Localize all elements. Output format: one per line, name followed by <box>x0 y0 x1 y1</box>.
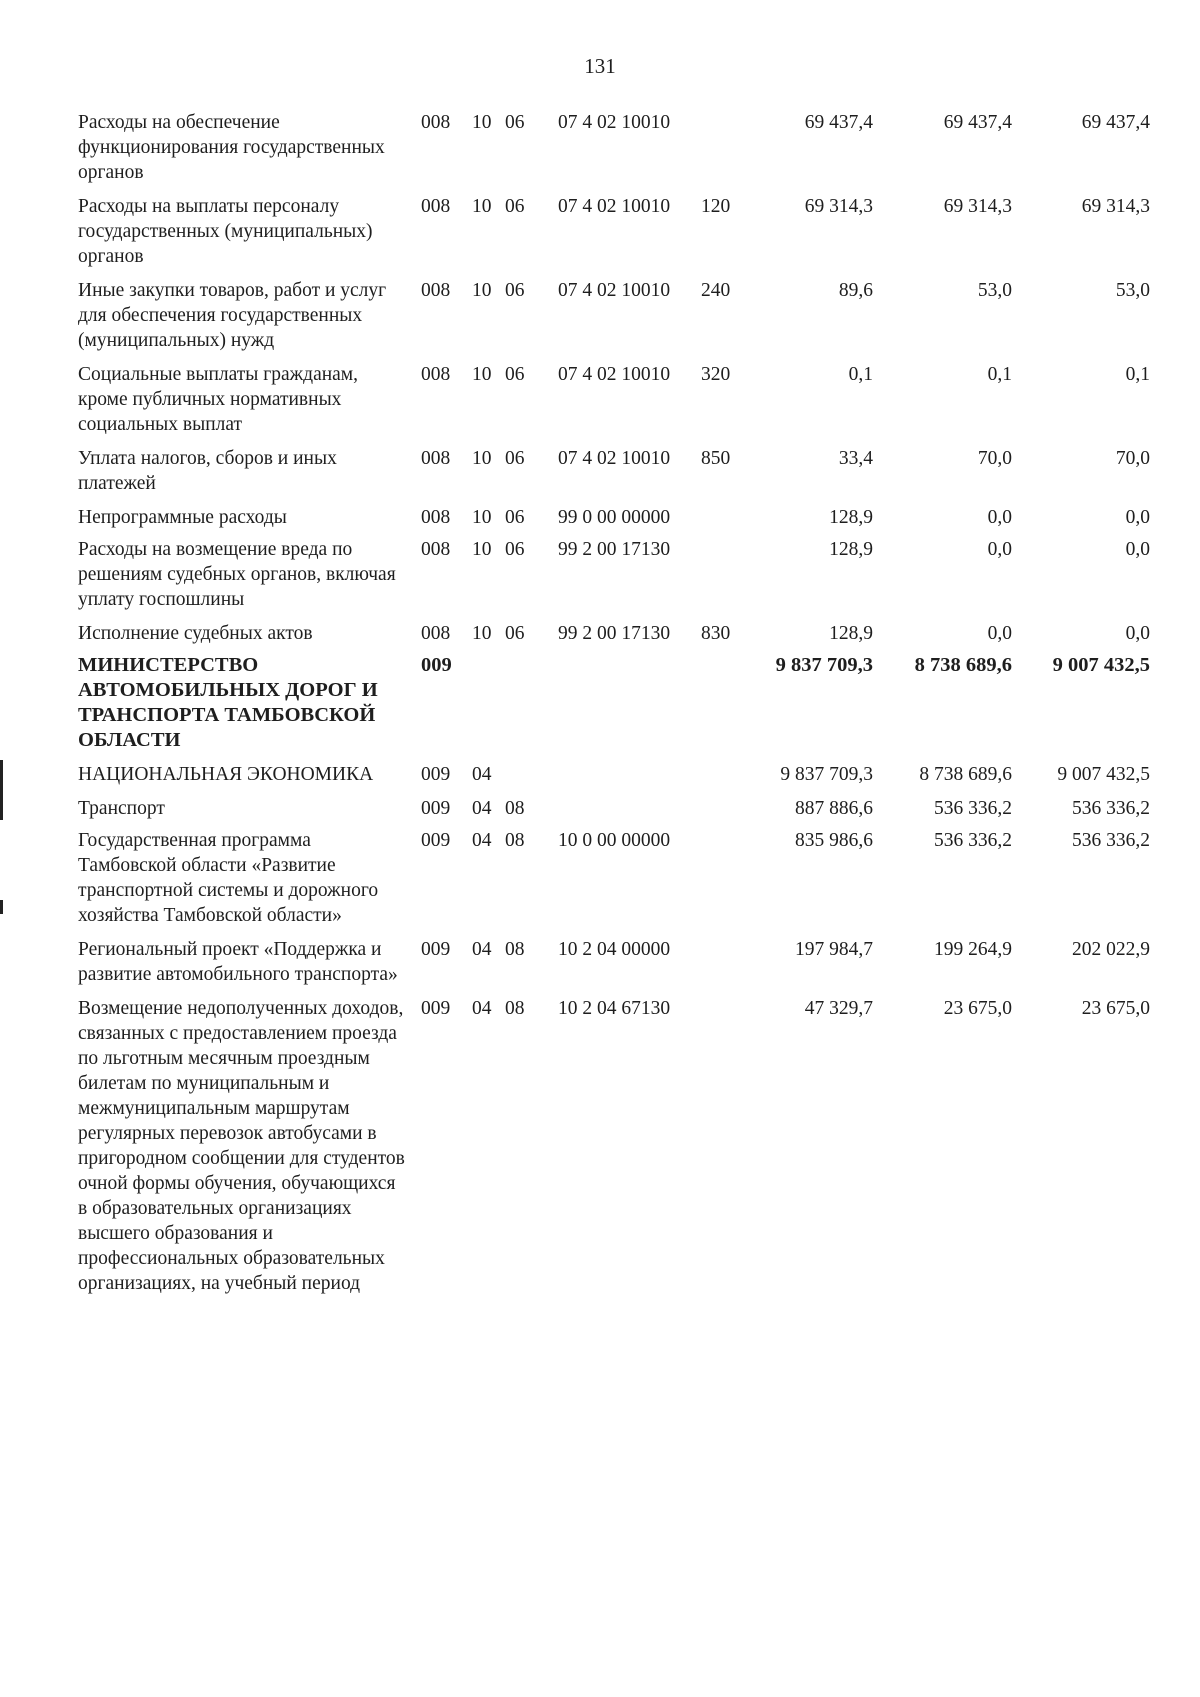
table-row <box>0 278 1200 353</box>
amount-year-3: 0,0 <box>1125 539 1150 560</box>
subsection-code: 06 <box>505 539 525 560</box>
amount-year-2: 0,1 <box>987 364 1012 385</box>
amount-year-1: 197 984,7 <box>795 939 873 960</box>
target-item-code: 10 0 00 00000 <box>558 830 671 851</box>
target-item-code: 10 2 04 00000 <box>558 939 671 960</box>
subsection-code: 06 <box>505 623 525 644</box>
row-name: Иные закупки товаров, работ и услуг для обеспечения государственных (муниципальных) нужд <box>78 280 387 351</box>
amount-year-1: 89,6 <box>838 280 873 301</box>
target-item-code: 99 2 00 17130 <box>558 623 671 644</box>
subsection-code: 06 <box>505 448 525 469</box>
section-code: 10 <box>472 364 492 385</box>
target-item-code: 07 4 02 10010 <box>558 364 671 385</box>
table-row <box>0 937 1200 987</box>
section-code: 04 <box>472 939 492 960</box>
amount-year-2: 53,0 <box>977 280 1012 301</box>
amount-year-1: 9 837 709,3 <box>780 764 873 785</box>
amount-year-2: 69 314,3 <box>943 196 1012 217</box>
admin-code: 008 <box>421 364 451 385</box>
amount-year-3: 536 336,2 <box>1072 830 1150 851</box>
table-row <box>0 110 1200 185</box>
admin-code: 008 <box>421 507 451 528</box>
section-code: 04 <box>472 998 492 1019</box>
subsection-code: 08 <box>505 830 525 851</box>
amount-year-1: 9 837 709,3 <box>775 654 873 676</box>
table-row <box>0 362 1200 437</box>
subsection-code: 06 <box>505 364 525 385</box>
row-name: Исполнение судебных актов <box>78 623 313 644</box>
subsection-code: 06 <box>505 196 525 217</box>
section-code: 10 <box>472 507 492 528</box>
row-name: Возмещение недополученных доходов, связанных с предоставлением проезда по льготным месячным проездным билетам по муниципальным и межмуниципальным маршрутам регулярных перевозок автобусами в пригородном сообщении для студентов очной формы обучения, обучающихся в образовательных организациях высшего образования и профессиональных образовательных организациях, на учебный период <box>78 998 405 1294</box>
page-number: 131 <box>584 54 616 78</box>
target-item-code: 07 4 02 10010 <box>558 112 671 133</box>
table-row <box>0 505 1200 530</box>
admin-code: 008 <box>421 623 451 644</box>
admin-code: 009 <box>421 654 452 676</box>
row-name: Региональный проект «Поддержка и развитие автомобильного транспорта» <box>78 939 398 985</box>
admin-code: 008 <box>421 112 451 133</box>
section-code: 10 <box>472 196 492 217</box>
amount-year-2: 536 336,2 <box>934 830 1012 851</box>
section-code: 04 <box>472 764 492 785</box>
amount-year-2: 8 738 689,6 <box>914 654 1012 676</box>
amount-year-2: 8 738 689,6 <box>919 764 1012 785</box>
admin-code: 009 <box>421 830 451 851</box>
budget-table <box>0 110 1200 1296</box>
row-name: Непрограммные расходы <box>78 507 287 528</box>
subsection-code: 08 <box>505 939 525 960</box>
admin-code: 008 <box>421 196 451 217</box>
table-row <box>0 194 1200 269</box>
subsection-code: 06 <box>505 112 525 133</box>
table-row <box>0 828 1200 928</box>
amount-year-3: 23 675,0 <box>1081 998 1150 1019</box>
amount-year-2: 199 264,9 <box>934 939 1012 960</box>
amount-year-3: 0,0 <box>1125 623 1150 644</box>
amount-year-1: 0,1 <box>848 364 873 385</box>
table-row <box>0 653 1200 753</box>
subsection-code: 08 <box>505 798 525 819</box>
subsection-code: 08 <box>505 998 525 1019</box>
amount-year-1: 128,9 <box>829 623 873 644</box>
amount-year-1: 69 314,3 <box>804 196 873 217</box>
amount-year-3: 9 007 432,5 <box>1057 764 1150 785</box>
amount-year-3: 69 314,3 <box>1081 196 1150 217</box>
expense-type-code: 320 <box>701 364 731 385</box>
amount-year-3: 9 007 432,5 <box>1052 654 1150 676</box>
table-row <box>0 996 1200 1296</box>
amount-year-1: 128,9 <box>829 539 873 560</box>
row-name: Социальные выплаты гражданам, кроме публичных нормативных социальных выплат <box>78 364 359 435</box>
row-name: Уплата налогов, сборов и иных платежей <box>78 448 337 494</box>
target-item-code: 07 4 02 10010 <box>558 196 671 217</box>
amount-year-2: 536 336,2 <box>934 798 1012 819</box>
section-code: 04 <box>472 830 492 851</box>
expense-type-code: 830 <box>701 623 731 644</box>
table-row <box>0 796 1200 821</box>
amount-year-1: 128,9 <box>829 507 873 528</box>
target-item-code: 10 2 04 67130 <box>558 998 671 1019</box>
amount-year-3: 69 437,4 <box>1081 112 1150 133</box>
target-item-code: 07 4 02 10010 <box>558 280 671 301</box>
row-name: Расходы на возмещение вреда по решениям судебных органов, включая уплату госпошлины <box>78 539 396 610</box>
section-code: 10 <box>472 539 492 560</box>
amount-year-1: 69 437,4 <box>804 112 873 133</box>
amount-year-1: 887 886,6 <box>795 798 873 819</box>
section-code: 10 <box>472 623 492 644</box>
amount-year-3: 0,1 <box>1125 364 1150 385</box>
admin-code: 009 <box>421 798 451 819</box>
amount-year-1: 33,4 <box>838 448 873 469</box>
row-name: Транспорт <box>78 798 165 819</box>
row-name: Расходы на обеспечение функционирования государственных органов <box>78 112 385 183</box>
amount-year-2: 0,0 <box>987 539 1012 560</box>
admin-code: 008 <box>421 448 451 469</box>
expense-type-code: 850 <box>701 448 731 469</box>
admin-code: 009 <box>421 998 451 1019</box>
section-code: 04 <box>472 798 492 819</box>
admin-code: 009 <box>421 939 451 960</box>
subsection-code: 06 <box>505 280 525 301</box>
amount-year-2: 0,0 <box>987 623 1012 644</box>
amount-year-1: 835 986,6 <box>795 830 873 851</box>
amount-year-1: 47 329,7 <box>804 998 873 1019</box>
section-code: 10 <box>472 280 492 301</box>
amount-year-2: 0,0 <box>987 507 1012 528</box>
row-name: Государственная программа Тамбовской области «Развитие транспортной системы и дорожного хозяйства Тамбовской области» <box>78 830 379 926</box>
admin-code: 008 <box>421 280 451 301</box>
amount-year-3: 70,0 <box>1115 448 1150 469</box>
amount-year-3: 53,0 <box>1115 280 1150 301</box>
admin-code: 008 <box>421 539 451 560</box>
row-name: МИНИСТЕРСТВО АВТОМОБИЛЬНЫХ ДОРОГ И ТРАНСПОРТА ТАМБОВСКОЙ ОБЛАСТИ <box>78 654 378 751</box>
amount-year-3: 0,0 <box>1125 507 1150 528</box>
admin-code: 009 <box>421 764 451 785</box>
amount-year-2: 69 437,4 <box>943 112 1012 133</box>
row-name: Расходы на выплаты персоналу государственных (муниципальных) органов <box>78 196 373 267</box>
table-row <box>0 762 1200 787</box>
expense-type-code: 120 <box>701 196 731 217</box>
row-name: НАЦИОНАЛЬНАЯ ЭКОНОМИКА <box>78 764 374 785</box>
section-code: 10 <box>472 112 492 133</box>
table-row <box>0 537 1200 612</box>
target-item-code: 99 0 00 00000 <box>558 507 671 528</box>
expense-type-code: 240 <box>701 280 731 301</box>
section-code: 10 <box>472 448 492 469</box>
target-item-code: 07 4 02 10010 <box>558 448 671 469</box>
table-row <box>0 621 1200 646</box>
amount-year-2: 70,0 <box>977 448 1012 469</box>
amount-year-3: 536 336,2 <box>1072 798 1150 819</box>
amount-year-3: 202 022,9 <box>1072 939 1150 960</box>
target-item-code: 99 2 00 17130 <box>558 539 671 560</box>
subsection-code: 06 <box>505 507 525 528</box>
table-row <box>0 446 1200 496</box>
amount-year-2: 23 675,0 <box>943 998 1012 1019</box>
